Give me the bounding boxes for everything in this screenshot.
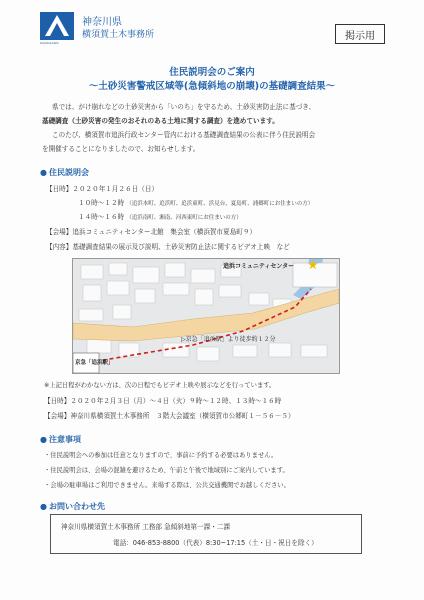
meeting-content: 【内容】基礎調査結果の展示及び説明、土砂災害防止法に関するビデオ上映 など (46, 243, 290, 251)
access-map (72, 258, 340, 374)
bullet-icon: ● (40, 502, 47, 511)
notes-heading: ● 注意事項 (40, 435, 81, 444)
list-item: ・住民説明会は、会場の混雑を避けるため、午前と午後で地域別にご案内しています。 (44, 467, 289, 474)
meeting-slot-2: １４時～１６時 （追浜南町、湘南、河西東町にお住まいの方） (78, 213, 242, 221)
venue-star-icon: ★ (307, 258, 319, 273)
kanagawa-logo-icon (40, 12, 74, 40)
page-title: 住民説明会のご案内 (169, 67, 255, 78)
list-item: ・住民説明会への参加は任意となりますので、事前に予約する必要はありません。 (44, 452, 278, 459)
map-drawing (73, 259, 339, 373)
posting-badge: 掲示用 (335, 24, 385, 44)
intro-line-4: を開催することになりましたので、お知らせします。 (42, 145, 200, 153)
contact-phone: 電話：046-853-8800（代表）8:30~17:15（土・日・祝日を除く） (113, 539, 318, 547)
intro-line-3: このたび、横須賀市追浜行政センター管内における基礎調査結果の公表に伴う住民説明会 (52, 131, 316, 139)
intro-line-2: 基礎調査（土砂災害の発生のおそれのある土地に関する調査）を進めています。 (42, 117, 279, 125)
alt-note: ※上記日程がわかない方は、次の日程でもビデオ上映や展示などを行っています。 (44, 382, 276, 389)
contact-box (50, 514, 362, 554)
bullet-icon: ● (40, 435, 47, 444)
meeting-slot-1: １０時～１２時 （追浜本町、追浜町、追浜東町、浜見台、夏島町、浦郷町にお住まいの方） (78, 199, 314, 207)
intro-line-1: 県では、がけ崩れなどの土砂災害から「いのち」を守るため、土砂災害防止法に基づき、 (52, 103, 316, 111)
bullet-icon: ● (40, 168, 47, 177)
logo-caption: KANAGAWA (40, 41, 59, 45)
map-venue-label: 追浜コミュニティセンター (223, 263, 295, 270)
meeting-venue: 【会場】追浜コミュニティセンター北館 集会室（横浜賀市夏島町９） (46, 228, 257, 236)
page-subtitle: ～土砂災害警戒区域等(急傾斜地の崩壊)の基礎調査結果～ (88, 81, 336, 92)
map-station-label: 京急「追浜駅」 (75, 360, 114, 366)
contact-heading: ● お問い合わせ先 (40, 502, 105, 511)
org-office: 横須賀土木事務所 (82, 30, 155, 40)
alt-date: 【日時】２０２０年２月３日（月）～４日（火）９時～１２時、１３時～１６時 (44, 397, 282, 405)
list-item: ・会場の駐車場はご利用できません。来場する際は、公共交通機関でお越しください。 (44, 482, 290, 489)
contact-org: 神奈川県横須賀土木事務所 工務部 急傾斜地第一課・二課 (61, 523, 231, 531)
meeting-date: 【日時】２０２０年１月２６日（日） (46, 185, 159, 193)
meeting-heading: ● 住民説明会 (40, 168, 89, 177)
map-route-label: ▷京急「追浜駅」より徒歩約１２分 (181, 336, 276, 343)
org-prefecture: 神奈川県 (82, 17, 122, 28)
alt-venue: 【会場】神奈川県横須賀土木事務所 ３階大会議室（横須賀市公郷町１－５６－５） (44, 412, 295, 420)
